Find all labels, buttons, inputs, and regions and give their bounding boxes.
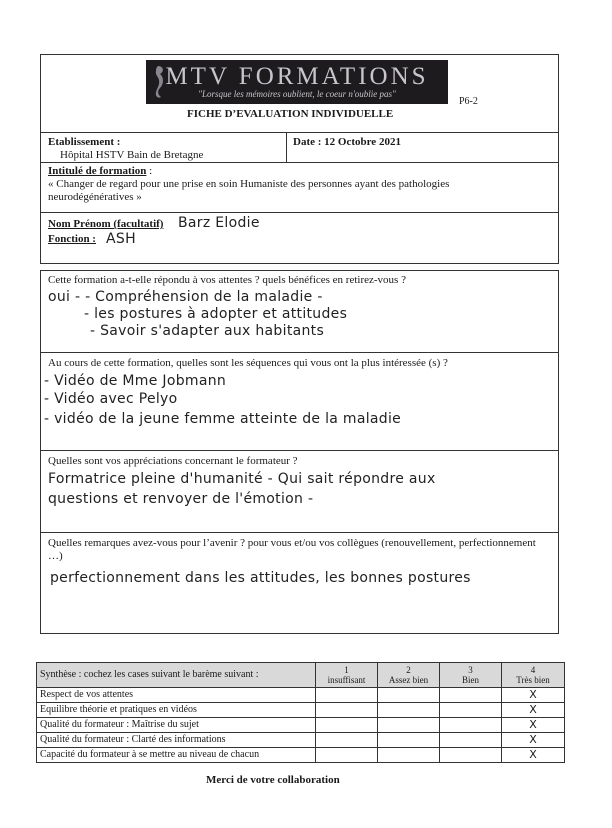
answer-1-line-3: - Savoir s'adapter aux habitants <box>90 323 325 339</box>
form-title: FICHE D’EVALUATION INDIVIDUELLE <box>187 108 394 120</box>
checkbox-cell[interactable]: X <box>502 688 565 703</box>
criterion-label: Respect de vos attentes <box>37 688 316 703</box>
seahorse-icon <box>152 64 166 100</box>
logo-tagline: "Lorsque les mémoires oublient, le coeur n'oublie pas" <box>198 89 396 99</box>
scale-col-3-label: Bien <box>462 675 479 685</box>
answer-1-line-2: - les postures à adopter et attitudes <box>84 306 348 322</box>
checkbox-cell[interactable]: X <box>502 718 565 733</box>
question-divider-2 <box>40 450 559 451</box>
table-row <box>37 688 565 703</box>
etab-divider-vertical <box>286 132 287 162</box>
checkbox-cell[interactable] <box>378 733 440 748</box>
criterion-label: Equilibre théorie et pratiques en vidéos <box>37 703 316 718</box>
scale-col-1-label: insuffisant <box>327 675 366 685</box>
checkbox-cell[interactable] <box>440 688 502 703</box>
question-divider-3 <box>40 532 559 533</box>
fonction-value: ASH <box>106 231 136 247</box>
checkbox-cell[interactable] <box>378 718 440 733</box>
nom-value: Barz Elodie <box>178 215 260 231</box>
checkbox-cell[interactable]: X <box>502 733 565 748</box>
question-1: Cette formation a-t-elle répondu à vos attentes ? quels bénéfices en retirez-vous ? <box>48 274 406 286</box>
synthesis-table <box>36 662 565 763</box>
table-row <box>37 703 565 718</box>
intitule-colon: : <box>146 165 153 177</box>
checkbox-cell[interactable] <box>316 718 378 733</box>
checkbox-cell[interactable] <box>440 718 502 733</box>
checkbox-cell[interactable] <box>440 733 502 748</box>
synthesis-header-label: Synthèse : cochez les cases suivant le barème suivant : <box>37 663 316 688</box>
checkbox-cell[interactable] <box>378 703 440 718</box>
title-divider <box>40 132 559 133</box>
etab-divider-bottom <box>40 162 559 163</box>
checkbox-cell[interactable] <box>440 703 502 718</box>
date-field: Date : 12 Octobre 2021 <box>293 136 401 148</box>
table-row <box>37 748 565 763</box>
question-divider-1 <box>40 352 559 353</box>
answer-3-line-1: Formatrice pleine d'humanité - Qui sait répondre aux <box>48 471 436 487</box>
fonction-label: Fonction : <box>48 233 96 245</box>
intitule-value: « Changer de regard pour une prise en soin Humaniste des personnes ayant des pathologies neurodégénératives » <box>48 178 450 203</box>
etablissement-label: Etablissement : <box>48 136 121 148</box>
question-3: Quelles sont vos appréciations concernant le formateur ? <box>48 455 298 467</box>
scale-col-4-num: 4 <box>530 665 536 675</box>
checkbox-cell[interactable] <box>316 688 378 703</box>
checkbox-cell[interactable] <box>440 748 502 763</box>
criterion-label: Qualité du formateur : Clarté des informations <box>37 733 316 748</box>
company-logo <box>146 60 448 104</box>
scale-col-4 <box>502 663 565 688</box>
intitule-divider <box>40 212 559 213</box>
checkbox-cell[interactable] <box>316 703 378 718</box>
scale-col-1 <box>316 663 378 688</box>
intitule-row <box>48 165 152 177</box>
answer-1-line-1: oui - - Compréhension de la maladie - <box>48 289 323 305</box>
document-code: P6-2 <box>459 96 478 107</box>
intitule-label: Intitulé de formation <box>48 165 147 177</box>
answer-4-line-1: perfectionnement dans les attitudes, les bonnes postures <box>50 570 471 586</box>
answer-2-line-3: - vidéo de la jeune femme atteinte de la maladie <box>44 411 402 427</box>
etablissement-value: Hôpital HSTV Bain de Bretagne <box>60 149 204 161</box>
nom-label: Nom Prénom (facultatif) <box>48 218 164 230</box>
checkbox-cell[interactable] <box>316 748 378 763</box>
scale-col-3-num: 3 <box>468 665 473 675</box>
checkbox-cell[interactable]: X <box>502 748 565 763</box>
checkbox-cell[interactable] <box>316 733 378 748</box>
scale-col-4-label: Très bien <box>516 675 550 685</box>
scale-col-1-num: 1 <box>344 665 349 675</box>
checkbox-cell[interactable] <box>378 748 440 763</box>
table-row <box>37 733 565 748</box>
scale-col-2 <box>378 663 440 688</box>
table-row <box>37 718 565 733</box>
criterion-label: Qualité du formateur : Maîtrise du sujet <box>37 718 316 733</box>
checkbox-cell[interactable] <box>378 688 440 703</box>
criterion-label: Capacité du formateur à se mettre au niveau de chacun <box>37 748 316 763</box>
answer-2-line-1: - Vidéo de Mme Jobmann <box>44 373 227 389</box>
logo-title: MTV FORMATIONS <box>165 63 429 90</box>
question-4: Quelles remarques avez-vous pour l’avenir ? pour vous et/ou vos collègues (renouvellement, perfectionnement …) <box>48 537 536 562</box>
answer-2-line-2: - Vidéo avec Pelyo <box>44 391 178 407</box>
scale-col-2-num: 2 <box>406 665 411 675</box>
synthesis-header-row <box>37 663 565 688</box>
scale-col-2-label: Assez bien <box>388 675 429 685</box>
answer-3-line-2: questions et renvoyer de l'émotion - <box>48 491 314 507</box>
thanks-text: Merci de votre collaboration <box>206 774 340 786</box>
checkbox-cell[interactable]: X <box>502 703 565 718</box>
scale-col-3 <box>440 663 502 688</box>
question-2: Au cours de cette formation, quelles sont les séquences qui vous ont la plus intéressée (s) ? <box>48 357 448 369</box>
